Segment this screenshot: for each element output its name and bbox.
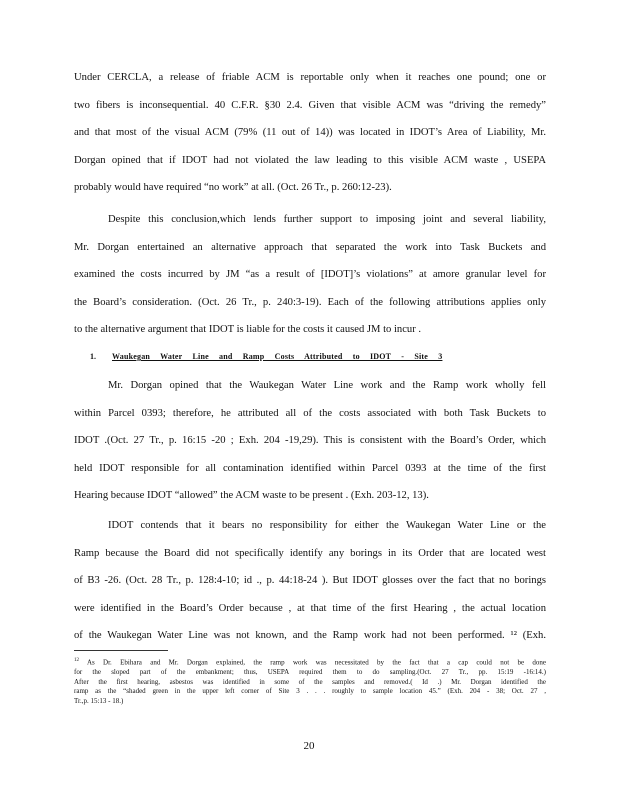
paragraph-3 [74, 372, 546, 510]
text-line: to the alternative argument that IDOT is liable for the costs it caused JM to incur . [74, 324, 422, 336]
page-number: 20 [303, 740, 315, 752]
text-line: probably would have required “no work” at all. (Oct. 26 Tr., p. 260:12-23). [74, 182, 392, 194]
section-number: 1. [90, 352, 96, 361]
text-line: Mr. Dorgan entertained an alternative approach that separated the work into Task Buckets and [74, 241, 546, 253]
footnote-line: Tr.,p. 15:13 - 18.) [74, 696, 124, 705]
text-line: Dorgan opined that if IDOT had not violated the law leading to this visible ACM waste , USEPA [74, 154, 546, 166]
text-line: Despite this conclusion,which lends further support to imposing joint and several liability, [108, 214, 546, 225]
text-line: the Board’s consideration. (Oct. 26 Tr., p. 240:3-19). Each of the following attributions applies only [74, 296, 546, 308]
text-line: of the Waukegan Water Line was not known, and the Ramp work had not been performed. ¹² (Exh. [74, 630, 546, 642]
footnote-text: As Dr. Ebihara and Mr. Dorgan explained, the ramp work was necessitated by the fact that a cap could not be done [86, 658, 546, 667]
text-line: held IDOT responsible for all contamination identified within Parcel 0393 at the time of the first [74, 462, 546, 474]
footnote-marker: 12 [74, 658, 79, 663]
section-title: Waukegan Water Line and Ramp Costs Attributed to IDOT - Site 3 [112, 352, 443, 361]
footnote-line: ramp as the “shaded green in the upper left corner of Site 3 . . . roughly to sample location 45.” (Exh. 204 - 38; Oct. 27 , [74, 687, 546, 696]
paragraph-2 [74, 206, 546, 344]
footnote-line [74, 656, 546, 668]
paragraph-4 [74, 512, 546, 650]
footnote-divider [74, 650, 168, 651]
text-line: two fibers is inconsequential. 40 C.F.R. §30 2.4. Given that visible ACM was “driving the remedy” [74, 99, 546, 111]
footnote-line: for the sloped part of the embankment; thus, USEPA required them to do sampling.(Oct. 27 Tr., pp. 15:19 -16:14.) [74, 667, 546, 676]
text-line: Ramp because the Board did not specifically identify any borings in its Order that are located west [74, 547, 546, 559]
paragraph-1 [74, 64, 546, 202]
text-line: IDOT .(Oct. 27 Tr., p. 16:15 -20 ; Exh. 204 -19,29). This is consistent with the Board’s Order, which [74, 435, 546, 447]
text-line: of B3 -26. (Oct. 28 Tr., p. 128:4-10; id ., p. 44:18-24 ). But IDOT glosses over the fact that no borings [74, 575, 546, 587]
text-line: Under CERCLA, a release of friable ACM is reportable only when it reaches one pound; one or [74, 72, 546, 83]
section-heading [90, 352, 460, 361]
footnote [74, 656, 546, 706]
text-line: Mr. Dorgan opined that the Waukegan Water Line work and the Ramp work wholly fell [108, 380, 546, 391]
footnote-line: After the first hearing, asbestos was identified in some of the samples and removed.( Id .) Mr. Dorgan identified the [74, 677, 546, 686]
text-line: and that most of the visual ACM (79% (11 out of 14)) was located in IDOT’s Area of Liability, Mr. [74, 127, 546, 139]
text-line: Hearing because IDOT “allowed” the ACM waste to be present . (Exh. 203-12, 13). [74, 490, 429, 502]
text-line: were identified in the Board’s Order because , at that time of the first Hearing , the actual location [74, 602, 546, 614]
text-line: within Parcel 0393; therefore, he attributed all of the costs associated with both Task Buckets to [74, 407, 546, 419]
text-line: examined the costs incurred by JM “as a result of [IDOT]’s violations” at amore granular level for [74, 269, 546, 281]
text-line: IDOT contends that it bears no responsibility for either the Waukegan Water Line or the [108, 520, 546, 531]
